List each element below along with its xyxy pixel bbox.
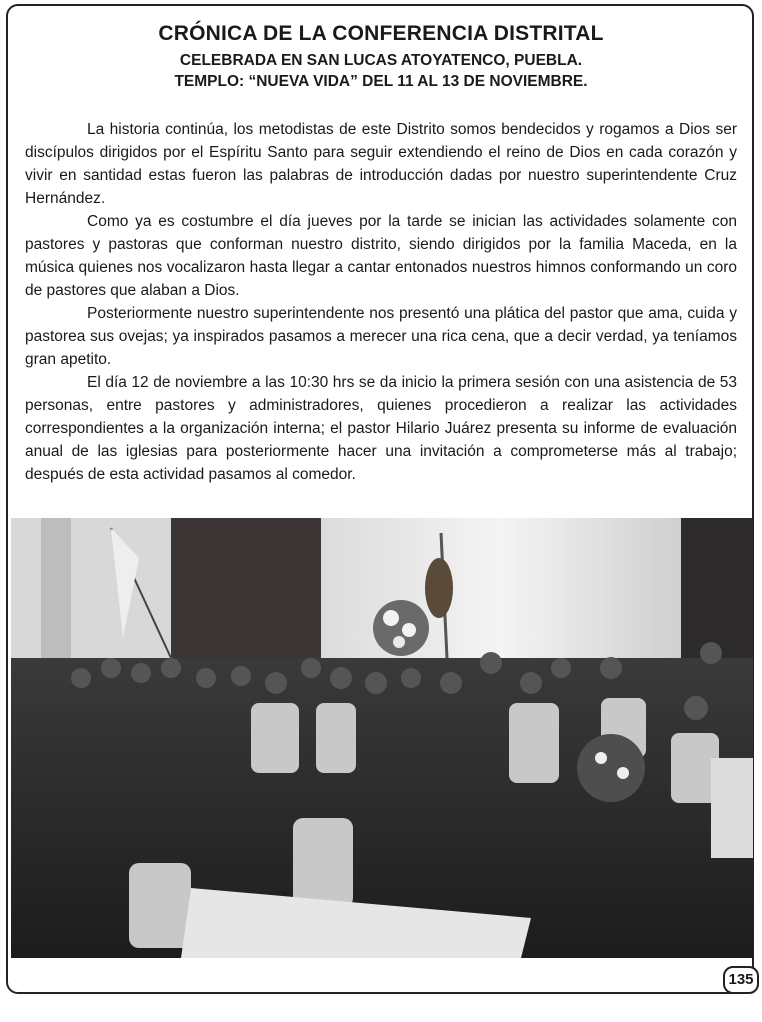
article-body: [25, 118, 737, 486]
paragraph-3: Posteriormente nuestro superintendente nos presentó una plática del pastor que ama, cuida y pastorea sus ovejas; ya inspirados pasamos a merecer una rica cena, que a decir verdad, ya teníamos gran apetito.: [25, 305, 737, 368]
page-subtitle-location: CELEBRADA EN SAN LUCAS ATOYATENCO, PUEBLA.: [179, 52, 583, 69]
page-subtitle-temple: TEMPLO: “NUEVA VIDA” DEL 11 AL 13 DE NOVIEMBRE.: [174, 73, 588, 90]
paragraph-4: El día 12 de noviembre a las 10:30 hrs se da inicio la primera sesión con una asistencia de 53 personas, entre pastores y administradores, quienes procedieron a realizar las actividades correspondientes a la organización interna; el pastor Hilario Juárez presenta su informe de evaluación anual de las iglesias para posteriormente hacer una invitación a comprometerse más al trabajo; después de esta actividad pasamos al comedor.: [25, 374, 737, 483]
paragraph-1: La historia continúa, los metodistas de este Distrito somos bendecidos y rogamos a Dios ser discípulos dirigidos por el Espíritu Santo para seguir extendiendo el reino de Dios en cada corazón y vivir en santidad estas fueron las palabras de introducción dadas por nuestro superintendente Cruz Hernández.: [25, 121, 737, 207]
page-number: 135: [723, 966, 759, 994]
paragraph-2: Como ya es costumbre el día jueves por la tarde se inician las actividades solamente con pastores y pastoras que conforman nuestro distrito, siendo dirigidos por la familia Maceda, en la música quienes nos vocalizaron hasta llegar a cantar entonados nuestros himnos conformando un coro de pastores que alaban a Dios.: [25, 213, 737, 299]
group-photo: [11, 518, 753, 958]
group-photo-illustration: [11, 518, 753, 958]
page-title: CRÓNICA DE LA CONFERENCIA DISTRITAL: [158, 22, 604, 45]
